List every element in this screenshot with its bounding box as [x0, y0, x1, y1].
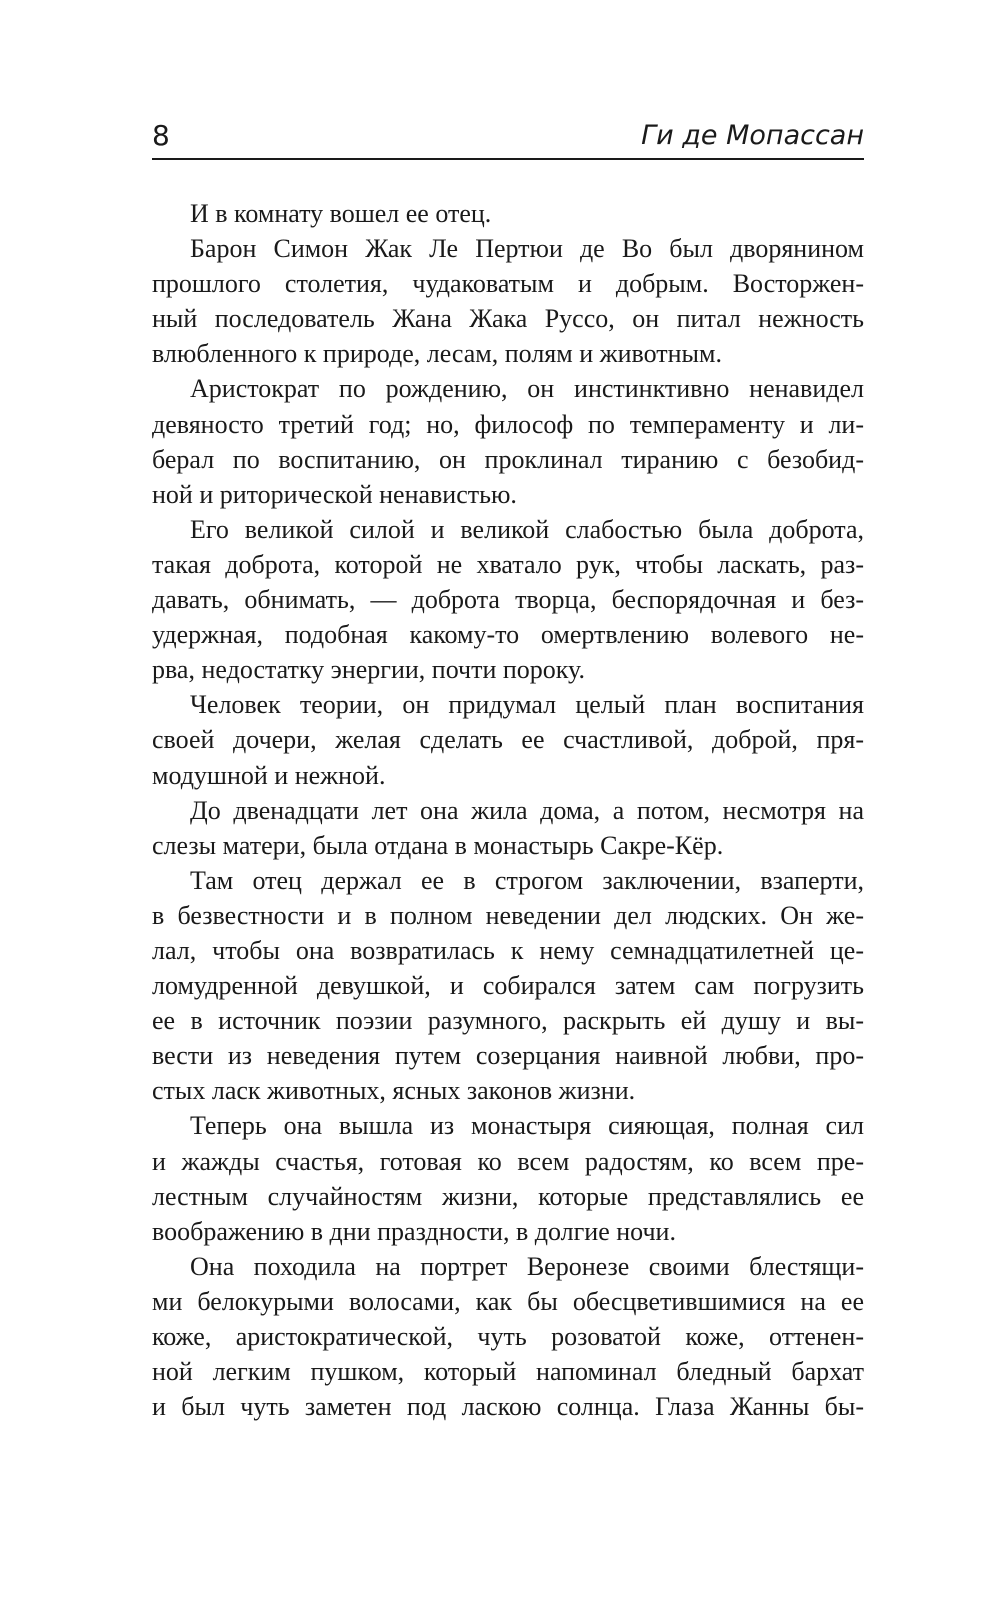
text-line: своей дочери, желая сделать ее счастливой, доброй, пря-	[152, 725, 864, 755]
paragraph	[152, 196, 864, 231]
text-line: Человек теории, он придумал целый план воспитания	[190, 690, 864, 720]
text-line: и жажды счастья, готовая ко всем радостям, ко всем пре-	[152, 1146, 864, 1176]
text-line: Она походила на портрет Веронезе своими блестящи-	[190, 1251, 864, 1281]
text-line: Теперь она вышла из монастыря сияющая, полная сил	[190, 1111, 864, 1141]
paragraph	[152, 863, 864, 1109]
text-line: лестным случайностям жизни, которые представлялись ее	[152, 1181, 864, 1211]
text-line: ной и риторической ненавистью.	[152, 479, 517, 509]
text-line: прошлого столетия, чудаковатым и добрым. Восторжен-	[152, 269, 864, 299]
text-line: ее в источник поэзии разумного, раскрыть ей душу и вы-	[152, 1006, 864, 1036]
text-line: ной легким пушком, который напоминал бледный бархат	[152, 1357, 864, 1387]
paragraph	[152, 371, 864, 511]
text-line: воображению в дни праздности, в долгие ночи.	[152, 1216, 676, 1246]
text-line: Его великой силой и великой слабостью была доброта,	[190, 514, 864, 544]
text-line: Там отец держал ее в строгом заключении, взаперти,	[190, 865, 864, 895]
paragraph	[152, 687, 864, 792]
paragraph	[152, 512, 864, 687]
text-line: Барон Симон Жак Ле Пертюи де Во был дворянином	[190, 234, 864, 264]
text-line: давать, обнимать, — доброта творца, беспорядочная и без-	[152, 585, 864, 615]
running-title-author: Ги де Мопассан	[641, 120, 864, 151]
page-number: 8	[152, 119, 170, 152]
text-line: удержная, подобная какому-то омертвлению волевого не-	[152, 620, 864, 650]
text-line: До двенадцати лет она жила дома, а потом, несмотря на	[190, 795, 864, 825]
text-line: лал, чтобы она возвратилась к нему семнадцатилетней це-	[152, 935, 864, 965]
text-line: ломудренной девушкой, и собирался затем сам погрузить	[152, 971, 864, 1001]
text-line: и был чуть заметен под ласкою солнца. Глаза Жанны бы-	[152, 1392, 864, 1422]
paragraph	[152, 1108, 864, 1248]
text-line: стых ласк животных, ясных законов жизни.	[152, 1076, 636, 1106]
text-line: И в комнату вошел ее отец.	[190, 199, 492, 228]
text-line: такая доброта, которой не хватало рук, чтобы ласкать, раз-	[152, 549, 864, 579]
running-header	[152, 118, 864, 160]
text-line: девяносто третий год; но, философ по темпераменту и ли-	[152, 409, 864, 439]
text-line: слезы матери, была отдана в монастырь Сакре-Кёр.	[152, 830, 724, 860]
text-line: коже, аристократической, чуть розоватой коже, оттенен-	[152, 1322, 864, 1351]
paragraph	[152, 793, 864, 863]
paragraph	[152, 1249, 864, 1424]
text-line: вести из неведения путем созерцания наивной любви, про-	[152, 1041, 864, 1071]
paragraph	[152, 231, 864, 371]
text-line: в безвестности и в полном неведении дел людских. Он же-	[152, 900, 864, 930]
text-line: влюбленного к природе, лесам, полям и животным.	[152, 339, 722, 369]
text-line: рва, недостатку энергии, почти пороку.	[152, 655, 585, 685]
text-line: ный последователь Жана Жака Руссо, он питал нежность	[152, 304, 864, 334]
text-line: берал по воспитанию, он проклинал тиранию с безобид-	[152, 444, 864, 474]
text-line: ми белокурыми волосами, как бы обесцветившимися на ее	[152, 1286, 864, 1316]
text-line: модушной и нежной.	[152, 760, 386, 790]
body-text	[152, 196, 864, 1424]
text-line: Аристократ по рождению, он инстинктивно ненавидел	[190, 374, 864, 404]
